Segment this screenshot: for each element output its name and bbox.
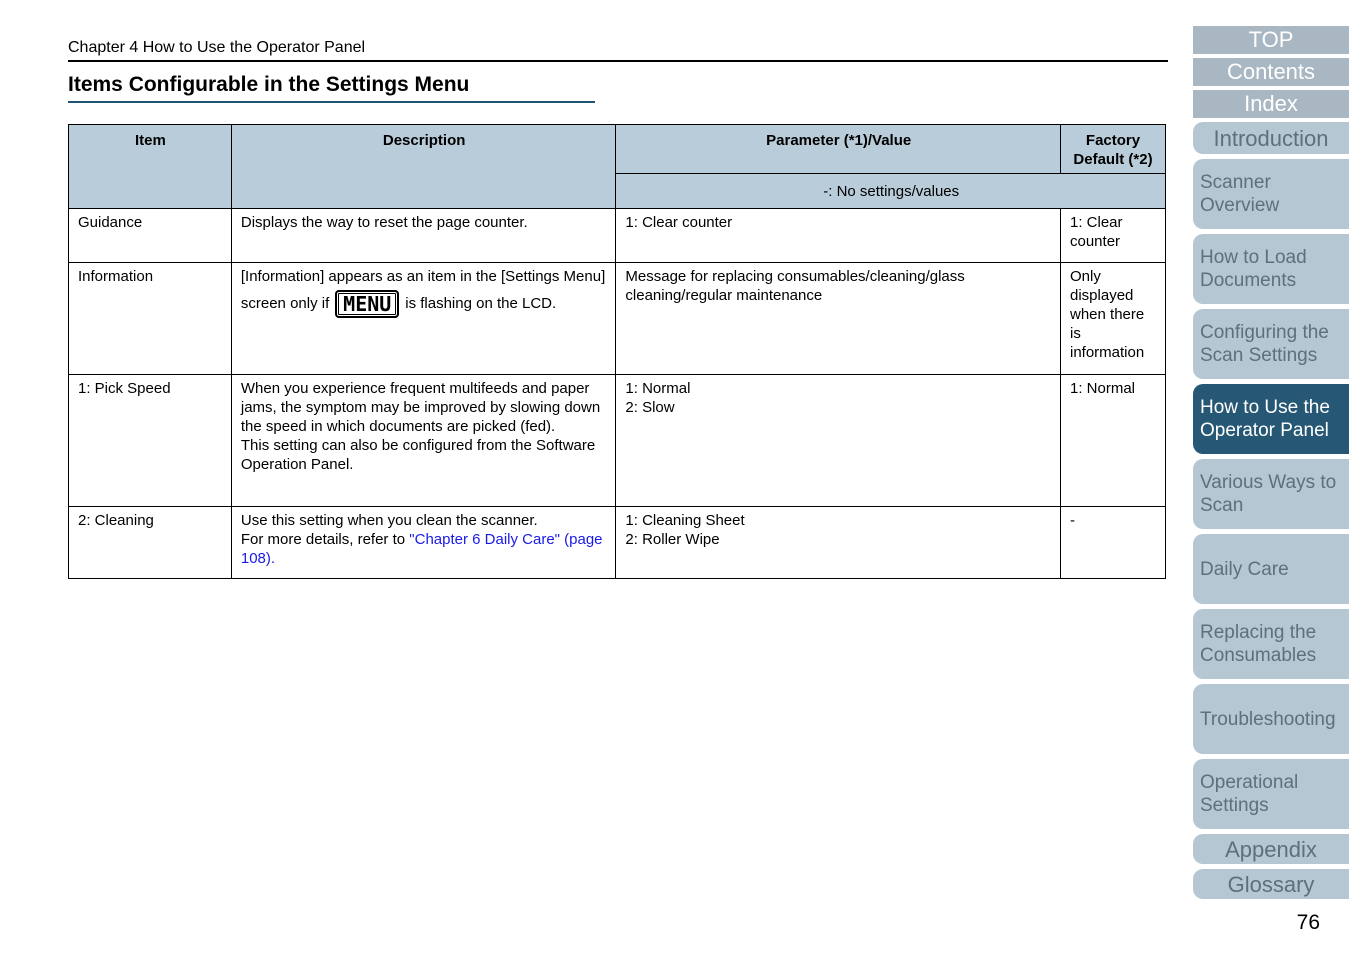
factory-default-line2: Default (*2) [1073,151,1153,168]
row-parameter: Message for replacing consumables/cleaning/glass cleaning/regular maintenance [616,263,1061,375]
nav-tab-various-ways-to-scan[interactable] [1193,459,1349,529]
nav-tab-troubleshooting[interactable] [1193,684,1349,754]
nav-tab-introduction[interactable] [1193,122,1349,154]
row-default: - [1061,507,1166,579]
nav-top-button[interactable]: TOP [1193,26,1349,54]
description-paragraph: When you experience frequent multifeeds and paper jams, the symptom may be improved by slowing down the speed in which documents are picked (fed). [240,380,601,435]
nav-tab-configuring-scan-settings[interactable] [1193,309,1349,379]
page-title: Items Configurable in the Settings Menu [68,72,595,103]
description-text-after: is flashing on the LCD. [405,294,557,312]
nav-tab-label: Glossary [1227,871,1315,897]
row-item: 2: Cleaning [69,507,232,579]
row-item: Information [69,263,232,375]
nav-tab-label: Troubleshooting [1200,708,1336,730]
row-default: 1: Normal [1061,375,1166,507]
row-description [231,263,616,375]
nav-tab-label: Replacing the Consumables [1200,622,1317,666]
no-settings-note: -: No settings/values [616,174,1166,209]
menu-button-icon: MENU [335,290,399,318]
nav-tab-operator-panel[interactable] [1193,384,1349,454]
parameter-option: 1: Cleaning Sheet [625,512,745,529]
column-header-item: Item [69,125,232,209]
chapter6-daily-care-link[interactable]: "Chapter 6 Daily Care" (page 108) [240,531,603,567]
nav-tab-glossary[interactable] [1193,869,1349,899]
description-suffix: . [270,550,276,567]
nav-tab-replacing-consumables[interactable] [1193,609,1349,679]
nav-tab-label: Appendix [1225,836,1317,862]
nav-tab-label: Operational Settings [1200,772,1299,816]
nav-tab-appendix[interactable] [1193,834,1349,864]
nav-tab-label: How to Load Documents [1200,247,1307,291]
row-parameter [616,375,1061,507]
column-header-description: Description [231,125,616,209]
nav-tab-label: Introduction [1213,125,1329,151]
row-parameter [616,507,1061,579]
column-header-parameter: Parameter (*1)/Value [616,125,1061,174]
nav-contents-button[interactable]: Contents [1193,58,1349,86]
parameter-option: 2: Roller Wipe [625,531,720,548]
parameter-option: 1: Normal [625,380,691,397]
nav-tab-label: Configuring the Scan Settings [1200,322,1329,366]
row-item: 1: Pick Speed [69,375,232,507]
parameter-option: 2: Slow [625,399,675,416]
table-row [69,507,1166,579]
row-default: 1: Clear counter [1061,209,1166,263]
factory-default-line1: Factory [1085,132,1141,149]
table-row [69,263,1166,375]
row-item: Guidance [69,209,232,263]
page-number: 76 [1296,911,1320,934]
row-default: Only displayed when there is information [1061,263,1166,375]
nav-tab-label: Various Ways to Scan [1200,472,1337,516]
nav-tab-scanner-overview[interactable] [1193,159,1349,229]
nav-index-button[interactable]: Index [1193,90,1349,118]
row-parameter: 1: Clear counter [616,209,1061,263]
nav-tab-daily-care[interactable] [1193,534,1349,604]
nav-tab-label: How to Use the Operator Panel [1200,397,1330,441]
table-row [69,375,1166,507]
row-description [231,375,616,507]
description-text: For more details, refer to [240,531,410,548]
nav-tab-label: Scanner Overview [1200,172,1280,216]
column-header-factory-default [1061,125,1166,174]
description-paragraph: Use this setting when you clean the scanner. [240,512,538,529]
settings-table [68,124,1166,579]
nav-tab-how-to-load-documents[interactable] [1193,234,1349,304]
row-description [231,507,616,579]
nav-tab-label: Daily Care [1200,558,1289,580]
nav-tab-operational-settings[interactable] [1193,759,1349,829]
description-paragraph: This setting can also be configured from the Software Operation Panel. [240,437,596,473]
row-description: Displays the way to reset the page counter. [231,209,616,263]
chapter-header: Chapter 4 How to Use the Operator Panel [68,38,1168,62]
description-text-before: [Information] appears as an item in the [Settings Menu] screen only if [240,268,606,312]
table-row [69,209,1166,263]
